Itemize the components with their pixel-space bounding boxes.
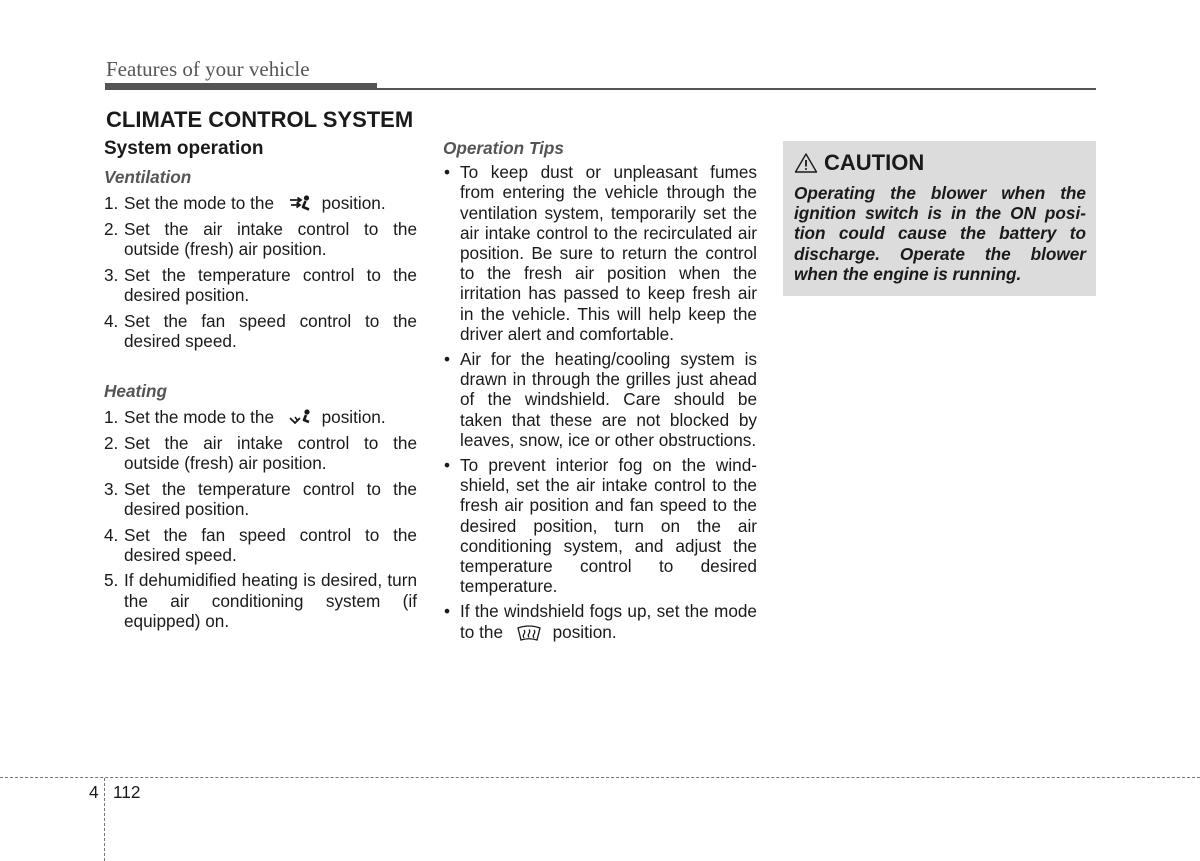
step-number: 2.	[104, 432, 119, 453]
operation-tips-list	[443, 162, 757, 642]
step-number: 1.	[104, 407, 119, 428]
list-item	[104, 433, 417, 473]
step-text: position.	[321, 193, 386, 214]
tip-text: If the windshield fogs up, set the mode to the	[460, 601, 757, 642]
list-item	[104, 570, 417, 631]
list-item	[443, 162, 757, 344]
list-item	[443, 349, 757, 450]
bullet: •	[444, 455, 451, 476]
footer-divider	[104, 778, 105, 861]
caution-header	[794, 150, 1086, 176]
defrost-mode-icon	[516, 624, 542, 642]
bullet: •	[444, 162, 451, 183]
warning-triangle-icon	[794, 152, 818, 174]
list-item	[104, 407, 417, 427]
caution-title: CAUTION	[824, 150, 925, 175]
step-number: 4.	[104, 524, 119, 545]
page-number: 112	[113, 782, 141, 802]
system-operation-title: System operation	[104, 138, 264, 159]
step-text: Set the mode to the	[124, 407, 275, 428]
operation-tips-heading: Operation Tips	[443, 138, 564, 158]
step-text: Set the temperature control to the desired position.	[124, 478, 417, 519]
step-number: 4.	[104, 310, 119, 331]
step-text: If dehumidified heating is desired, turn the air conditioning system (if equipped) on.	[124, 570, 417, 631]
step-number: 3.	[104, 478, 119, 499]
list-item	[104, 193, 417, 213]
caution-box	[783, 141, 1096, 296]
header-rule	[377, 88, 1096, 90]
header-bar	[105, 83, 377, 90]
section-number: 4	[89, 782, 99, 802]
step-text: position.	[321, 407, 386, 428]
left-column	[104, 138, 417, 637]
chapter-title: Features of your vehicle	[106, 57, 310, 81]
caution-text: Operating the blower when the ignition switch is in the ON position could cause the battery to discharge. Operate the blower when the engine is running.	[794, 183, 1086, 284]
bullet: •	[444, 349, 451, 370]
middle-column	[443, 138, 757, 647]
footer-rule	[0, 777, 1200, 778]
list-item	[104, 219, 417, 259]
list-item	[104, 525, 417, 565]
heating-heading: Heating	[104, 380, 168, 401]
tip-text: Air for the heating/cooling system is drawn in through the grilles just ahead of the windshield. Care should be taken that these are not blocked by leaves, snow, ice or other obstructions.	[460, 349, 757, 450]
tip-text: To prevent interior fog on the windshield, set the air intake control to the fresh air position and fan speed to the desired position, turn on the air conditioning system, and adjust the temperature control to desired temperature.	[460, 455, 757, 597]
list-item	[443, 601, 757, 641]
ventilation-steps	[104, 193, 417, 351]
step-text: Set the mode to the	[124, 193, 275, 214]
section-title: CLIMATE CONTROL SYSTEM	[106, 107, 414, 132]
floor-mode-icon	[289, 409, 311, 427]
step-number: 2.	[104, 219, 119, 240]
bullet: •	[444, 601, 451, 622]
step-text: Set the temperature control to the desired position.	[124, 265, 417, 306]
step-text: Set the air intake control to the outside (fresh) air position.	[124, 219, 417, 260]
list-item	[104, 479, 417, 519]
step-number: 5.	[104, 570, 119, 591]
list-item	[104, 265, 417, 305]
step-number: 1.	[104, 193, 119, 214]
step-number: 3.	[104, 265, 119, 286]
step-text: Set the fan speed control to the desired speed.	[124, 524, 417, 565]
face-vent-mode-icon	[289, 195, 311, 213]
tip-text: To keep dust or unpleasant fumes from entering the vehicle through the ventilation system, temporarily set the air intake control to the recirculated air position. Be sure to return the control to the fresh air position when the irritation has passed to keep fresh air in the vehicle. This will help keep the driver alert and comfortable.	[460, 162, 757, 344]
ventilation-heading: Ventilation	[104, 167, 192, 188]
list-item	[443, 455, 757, 596]
tip-text: position.	[552, 621, 617, 642]
heating-steps	[104, 407, 417, 631]
step-text: Set the air intake control to the outside (fresh) air position.	[124, 432, 417, 473]
step-text: Set the fan speed control to the desired speed.	[124, 310, 417, 352]
list-item	[104, 311, 417, 351]
